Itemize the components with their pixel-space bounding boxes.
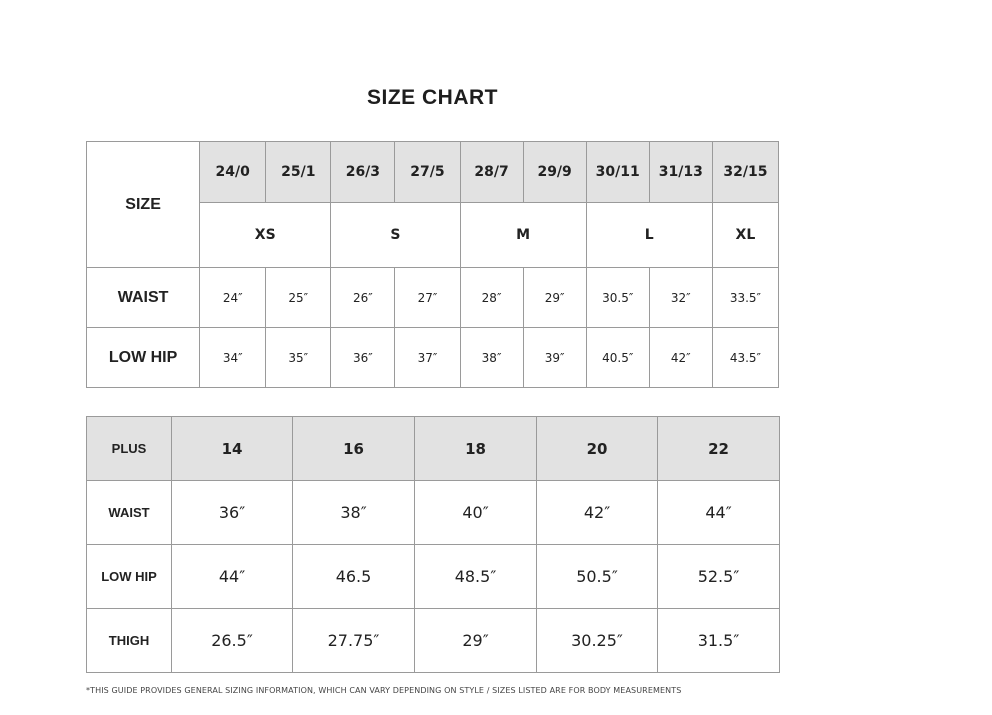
row-label: WAIST bbox=[87, 268, 200, 328]
value-cell: 36″ bbox=[331, 328, 395, 388]
table-row bbox=[87, 609, 780, 673]
value-cell: 42″ bbox=[649, 328, 712, 388]
value-cell: 37″ bbox=[395, 328, 460, 388]
value-cell: 40″ bbox=[415, 481, 537, 545]
value-cell: 43.5″ bbox=[712, 328, 778, 388]
alpha-size-cell: XL bbox=[712, 203, 778, 268]
value-cell: 24″ bbox=[200, 268, 266, 328]
alpha-size-cell: L bbox=[586, 203, 712, 268]
value-cell: 29″ bbox=[415, 609, 537, 673]
value-cell: 32″ bbox=[649, 268, 712, 328]
alpha-size-cell: XS bbox=[200, 203, 331, 268]
size-header-cell: 29/9 bbox=[523, 142, 586, 203]
value-cell: 29″ bbox=[523, 268, 586, 328]
value-cell: 38″ bbox=[460, 328, 523, 388]
plus-header-row bbox=[87, 417, 780, 481]
value-cell: 35″ bbox=[266, 328, 331, 388]
size-header-cell: SIZE bbox=[87, 142, 200, 268]
value-cell: 44″ bbox=[658, 481, 780, 545]
size-header-cell: 20 bbox=[537, 417, 658, 481]
value-cell: 30.25″ bbox=[537, 609, 658, 673]
standard-size-table bbox=[86, 141, 779, 388]
value-cell: 27.75″ bbox=[293, 609, 415, 673]
plus-size-table bbox=[86, 416, 780, 673]
value-cell: 38″ bbox=[293, 481, 415, 545]
size-header-cell: 32/15 bbox=[712, 142, 778, 203]
size-header-cell: 22 bbox=[658, 417, 780, 481]
footnote: *THIS GUIDE PROVIDES GENERAL SIZING INFORMATION, WHICH CAN VARY DEPENDING ON STYLE / SIZES LISTED ARE FOR BODY MEASUREMENTS bbox=[86, 686, 682, 695]
numeric-size-row bbox=[87, 142, 779, 203]
value-cell: 39″ bbox=[523, 328, 586, 388]
value-cell: 30.5″ bbox=[586, 268, 649, 328]
value-cell: 34″ bbox=[200, 328, 266, 388]
size-header-cell: 24/0 bbox=[200, 142, 266, 203]
value-cell: 27″ bbox=[395, 268, 460, 328]
row-label: LOW HIP bbox=[87, 328, 200, 388]
size-header-cell: 31/13 bbox=[649, 142, 712, 203]
value-cell: 48.5″ bbox=[415, 545, 537, 609]
value-cell: 25″ bbox=[266, 268, 331, 328]
size-header-cell: 27/5 bbox=[395, 142, 460, 203]
value-cell: 31.5″ bbox=[658, 609, 780, 673]
value-cell: 46.5 bbox=[293, 545, 415, 609]
value-cell: 33.5″ bbox=[712, 268, 778, 328]
value-cell: 26″ bbox=[331, 268, 395, 328]
row-label: WAIST bbox=[87, 481, 172, 545]
page-title: SIZE CHART bbox=[367, 86, 498, 109]
value-cell: 50.5″ bbox=[537, 545, 658, 609]
size-header-cell: 25/1 bbox=[266, 142, 331, 203]
table-row bbox=[87, 328, 779, 388]
row-label: LOW HIP bbox=[87, 545, 172, 609]
size-header-cell: 30/11 bbox=[586, 142, 649, 203]
size-header-cell: 26/3 bbox=[331, 142, 395, 203]
row-label: THIGH bbox=[87, 609, 172, 673]
value-cell: 40.5″ bbox=[586, 328, 649, 388]
value-cell: 44″ bbox=[172, 545, 293, 609]
size-header-cell: 18 bbox=[415, 417, 537, 481]
value-cell: 28″ bbox=[460, 268, 523, 328]
alpha-size-cell: S bbox=[331, 203, 460, 268]
value-cell: 42″ bbox=[537, 481, 658, 545]
value-cell: 36″ bbox=[172, 481, 293, 545]
value-cell: 26.5″ bbox=[172, 609, 293, 673]
table-row bbox=[87, 481, 780, 545]
alpha-size-cell: M bbox=[460, 203, 586, 268]
plus-label: PLUS bbox=[87, 417, 172, 481]
value-cell: 52.5″ bbox=[658, 545, 780, 609]
size-header-cell: 14 bbox=[172, 417, 293, 481]
table-row bbox=[87, 268, 779, 328]
table-row bbox=[87, 545, 780, 609]
size-header-cell: 16 bbox=[293, 417, 415, 481]
size-header-cell: 28/7 bbox=[460, 142, 523, 203]
